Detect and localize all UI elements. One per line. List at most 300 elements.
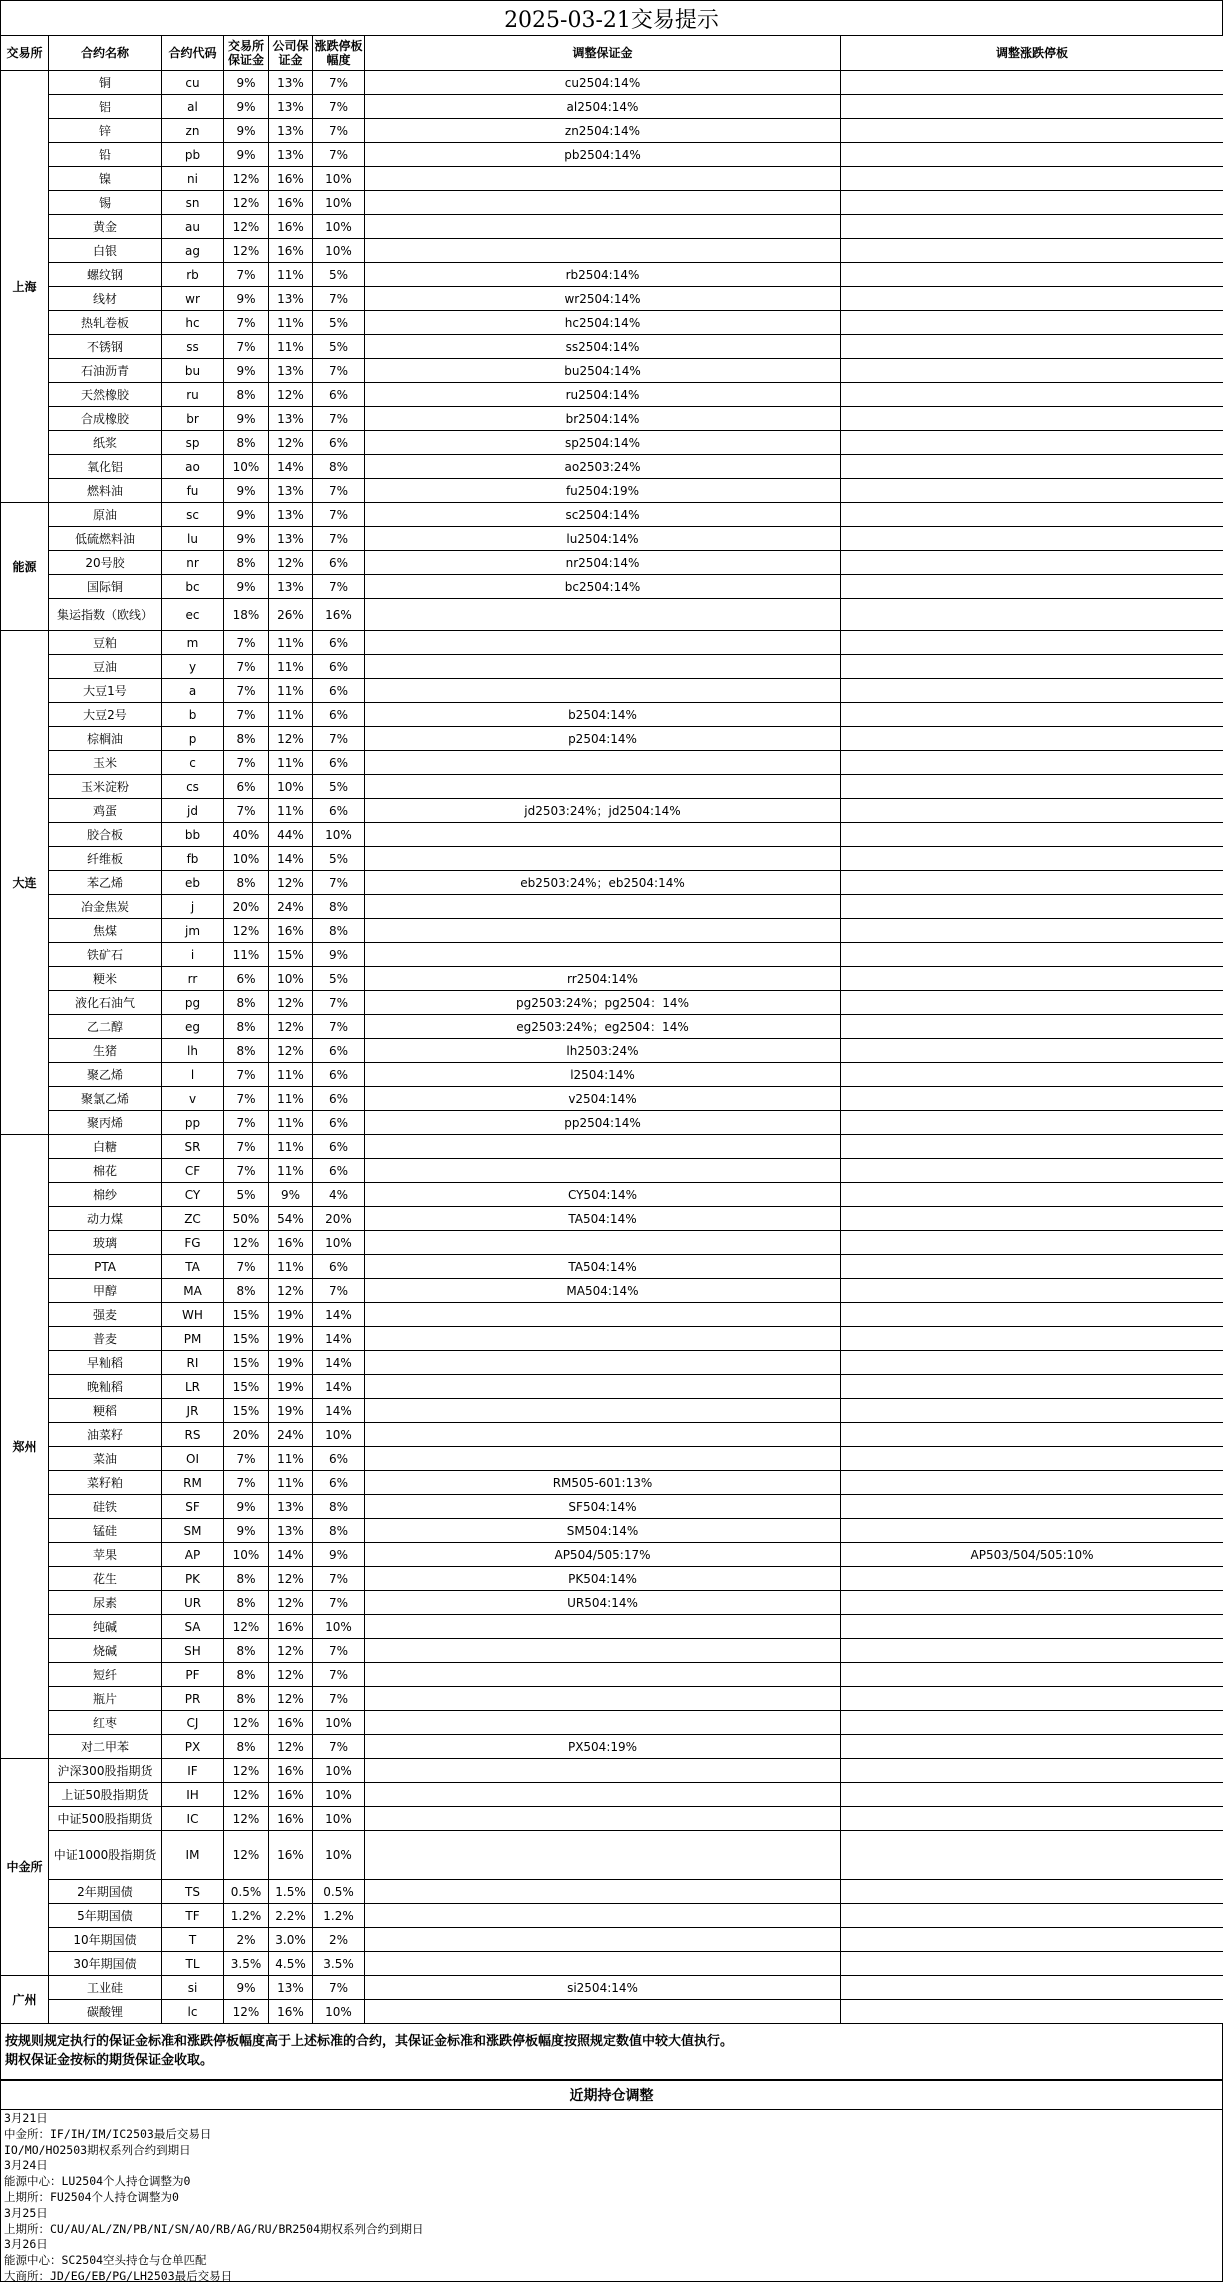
price-limit-cell: 20% (313, 1207, 365, 1231)
exchange-margin-cell: 7% (224, 1063, 269, 1087)
contract-name-cell: 中证500股指期货 (49, 1807, 162, 1831)
price-limit-cell: 10% (313, 1423, 365, 1447)
exchange-margin-cell: 5% (224, 1183, 269, 1207)
adjusted-limit-cell (841, 1135, 1223, 1159)
adjusted-limit-cell (841, 1279, 1223, 1303)
price-limit-cell: 6% (313, 1063, 365, 1087)
contract-name-cell: 粳米 (49, 967, 162, 991)
exchange-margin-cell: 9% (224, 575, 269, 599)
company-margin-cell: 24% (269, 1423, 313, 1447)
exchange-margin-cell: 9% (224, 71, 269, 95)
price-limit-cell: 7% (313, 527, 365, 551)
position-adjust-line: 能源中心：LU2504个人持仓调整为0 (4, 2174, 1219, 2190)
contract-code-cell: a (162, 679, 224, 703)
company-margin-cell: 12% (269, 1279, 313, 1303)
contract-name-cell: 鸡蛋 (49, 799, 162, 823)
contract-name-cell: 玻璃 (49, 1231, 162, 1255)
table-row (1, 703, 1223, 727)
table-row (1, 1928, 1223, 1952)
adjusted-limit-cell (841, 1039, 1223, 1063)
company-margin-cell: 13% (269, 1519, 313, 1543)
adjusted-margin-cell: eg2503:24%；eg2504：14% (365, 1015, 841, 1039)
table-row (1, 311, 1223, 335)
contract-name-cell: 20号胶 (49, 551, 162, 575)
table-row (1, 1375, 1223, 1399)
adjusted-margin-cell (365, 1159, 841, 1183)
exchange-margin-cell: 15% (224, 1399, 269, 1423)
price-limit-cell: 2% (313, 1928, 365, 1952)
adjusted-margin-cell: sc2504:14% (365, 503, 841, 527)
contract-code-cell: rr (162, 967, 224, 991)
contract-code-cell: PF (162, 1663, 224, 1687)
table-row (1, 263, 1223, 287)
table-row (1, 1471, 1223, 1495)
table-row (1, 287, 1223, 311)
exchange-cell: 上海 (1, 71, 49, 503)
exchange-margin-cell: 9% (224, 1519, 269, 1543)
contract-name-cell: 锰硅 (49, 1519, 162, 1543)
table-row (1, 1904, 1223, 1928)
table-row (1, 1783, 1223, 1807)
adjusted-margin-cell (365, 1399, 841, 1423)
table-row (1, 943, 1223, 967)
adjusted-limit-cell (841, 847, 1223, 871)
contract-code-cell: hc (162, 311, 224, 335)
exchange-margin-cell: 7% (224, 751, 269, 775)
contract-code-cell: lu (162, 527, 224, 551)
contract-name-cell: 菜油 (49, 1447, 162, 1471)
adjusted-margin-cell (365, 239, 841, 263)
exchange-margin-cell: 8% (224, 383, 269, 407)
company-margin-cell: 11% (269, 335, 313, 359)
price-limit-cell: 5% (313, 967, 365, 991)
contract-name-cell: 低硫燃料油 (49, 527, 162, 551)
contract-name-cell: 原油 (49, 503, 162, 527)
price-limit-cell: 5% (313, 775, 365, 799)
table-row (1, 919, 1223, 943)
contract-name-cell: 苯乙烯 (49, 871, 162, 895)
contract-name-cell: 瓶片 (49, 1687, 162, 1711)
company-margin-cell: 12% (269, 551, 313, 575)
contract-name-cell: 不锈钢 (49, 335, 162, 359)
table-row (1, 1639, 1223, 1663)
price-limit-cell: 10% (313, 1711, 365, 1735)
table-row (1, 1207, 1223, 1231)
price-limit-cell: 6% (313, 1255, 365, 1279)
adjusted-margin-cell (365, 191, 841, 215)
contract-code-cell: ao (162, 455, 224, 479)
company-margin-cell: 11% (269, 263, 313, 287)
adjusted-limit-cell (841, 479, 1223, 503)
company-margin-cell: 12% (269, 1687, 313, 1711)
table-row (1, 991, 1223, 1015)
contract-code-cell: l (162, 1063, 224, 1087)
company-margin-cell: 11% (269, 631, 313, 655)
adjusted-limit-cell (841, 263, 1223, 287)
contract-name-cell: 大豆1号 (49, 679, 162, 703)
contract-code-cell: TA (162, 1255, 224, 1279)
adjusted-limit-cell (841, 1928, 1223, 1952)
contract-code-cell: ru (162, 383, 224, 407)
adjusted-limit-cell (841, 1976, 1223, 2000)
contract-name-cell: 30年期国债 (49, 1952, 162, 1976)
contract-name-cell: 聚丙烯 (49, 1111, 162, 1135)
exchange-margin-cell: 8% (224, 551, 269, 575)
contract-code-cell: m (162, 631, 224, 655)
adjusted-limit-cell (841, 1351, 1223, 1375)
table-row (1, 167, 1223, 191)
exchange-margin-cell: 12% (224, 167, 269, 191)
company-margin-cell: 16% (269, 191, 313, 215)
contract-code-cell: nr (162, 551, 224, 575)
adjusted-margin-cell: eb2503:24%；eb2504:14% (365, 871, 841, 895)
contract-name-cell: 液化石油气 (49, 991, 162, 1015)
adjusted-limit-cell: AP503/504/505:10% (841, 1543, 1223, 1567)
rule-note (0, 2024, 1223, 2080)
price-limit-cell: 7% (313, 1279, 365, 1303)
contract-code-cell: SH (162, 1639, 224, 1663)
position-adjust-line: 3月24日 (4, 2158, 1219, 2174)
header-name: 合约名称 (49, 36, 162, 71)
contract-name-cell: 5年期国债 (49, 1904, 162, 1928)
table-row (1, 1135, 1223, 1159)
contract-name-cell: 尿素 (49, 1591, 162, 1615)
company-margin-cell: 11% (269, 703, 313, 727)
price-limit-cell: 10% (313, 1783, 365, 1807)
contract-name-cell: 胶合板 (49, 823, 162, 847)
price-limit-cell: 14% (313, 1375, 365, 1399)
contract-name-cell: 锌 (49, 119, 162, 143)
price-limit-cell: 6% (313, 751, 365, 775)
contract-name-cell: 红枣 (49, 1711, 162, 1735)
contract-code-cell: pg (162, 991, 224, 1015)
table-row (1, 143, 1223, 167)
contract-name-cell: 热轧卷板 (49, 311, 162, 335)
price-limit-cell: 7% (313, 1567, 365, 1591)
contract-code-cell: UR (162, 1591, 224, 1615)
adjusted-margin-cell (365, 1375, 841, 1399)
price-limit-cell: 10% (313, 1231, 365, 1255)
company-margin-cell: 16% (269, 1783, 313, 1807)
adjusted-limit-cell (841, 1567, 1223, 1591)
contract-code-cell: PX (162, 1735, 224, 1759)
adjusted-limit-cell (841, 1231, 1223, 1255)
adjusted-limit-cell (841, 1207, 1223, 1231)
contract-code-cell: al (162, 95, 224, 119)
position-adjust-line: 上期所：FU2504个人持仓调整为0 (4, 2190, 1219, 2206)
contract-name-cell: 玉米淀粉 (49, 775, 162, 799)
contract-name-cell: 国际铜 (49, 575, 162, 599)
contract-code-cell: bu (162, 359, 224, 383)
contract-code-cell: IM (162, 1831, 224, 1880)
price-limit-cell: 10% (313, 215, 365, 239)
adjusted-limit-cell (841, 1591, 1223, 1615)
table-row (1, 1880, 1223, 1904)
adjusted-limit-cell (841, 943, 1223, 967)
price-limit-cell: 5% (313, 847, 365, 871)
adjusted-limit-cell (841, 871, 1223, 895)
table-row (1, 655, 1223, 679)
adjusted-limit-cell (841, 1087, 1223, 1111)
position-adjust-line: 3月25日 (4, 2206, 1219, 2222)
adjusted-margin-cell: nr2504:14% (365, 551, 841, 575)
price-limit-cell: 6% (313, 1447, 365, 1471)
table-row (1, 799, 1223, 823)
exchange-margin-cell: 3.5% (224, 1952, 269, 1976)
adjusted-limit-cell (841, 239, 1223, 263)
adjusted-margin-cell: wr2504:14% (365, 287, 841, 311)
table-row (1, 95, 1223, 119)
exchange-margin-cell: 7% (224, 1471, 269, 1495)
adjusted-margin-cell (365, 1615, 841, 1639)
exchange-margin-cell: 6% (224, 967, 269, 991)
adjusted-margin-cell (365, 1904, 841, 1928)
adjusted-margin-cell (365, 1327, 841, 1351)
adjusted-margin-cell: ru2504:14% (365, 383, 841, 407)
contract-code-cell: lh (162, 1039, 224, 1063)
adjusted-limit-cell (841, 287, 1223, 311)
price-limit-cell: 6% (313, 631, 365, 655)
price-limit-cell: 6% (313, 431, 365, 455)
contract-name-cell: 上证50股指期货 (49, 1783, 162, 1807)
price-limit-cell: 9% (313, 1543, 365, 1567)
adjusted-margin-cell: SF504:14% (365, 1495, 841, 1519)
company-margin-cell: 13% (269, 527, 313, 551)
adjusted-limit-cell (841, 775, 1223, 799)
contract-code-cell: i (162, 943, 224, 967)
header-exchange: 交易所 (1, 36, 49, 71)
price-limit-cell: 7% (313, 727, 365, 751)
adjusted-margin-cell: PX504:19% (365, 1735, 841, 1759)
adjusted-limit-cell (841, 1663, 1223, 1687)
position-adjust-title: 近期持仓调整 (0, 2080, 1223, 2110)
price-limit-cell: 7% (313, 71, 365, 95)
contract-code-cell: cs (162, 775, 224, 799)
adjusted-limit-cell (841, 727, 1223, 751)
adjusted-margin-cell (365, 919, 841, 943)
contract-name-cell: 2年期国债 (49, 1880, 162, 1904)
table-row (1, 1976, 1223, 2000)
company-margin-cell: 13% (269, 1495, 313, 1519)
contract-name-cell: 聚乙烯 (49, 1063, 162, 1087)
company-margin-cell: 12% (269, 431, 313, 455)
contract-code-cell: CY (162, 1183, 224, 1207)
contract-code-cell: PK (162, 1567, 224, 1591)
company-margin-cell: 16% (269, 1711, 313, 1735)
table-row (1, 679, 1223, 703)
header-code: 合约代码 (162, 36, 224, 71)
adjusted-margin-cell: cu2504:14% (365, 71, 841, 95)
adjusted-limit-cell (841, 1399, 1223, 1423)
adjusted-limit-cell (841, 1639, 1223, 1663)
price-limit-cell: 8% (313, 455, 365, 479)
company-margin-cell: 12% (269, 1015, 313, 1039)
table-row (1, 967, 1223, 991)
contract-code-cell: JR (162, 1399, 224, 1423)
contract-name-cell: 铜 (49, 71, 162, 95)
price-limit-cell: 14% (313, 1303, 365, 1327)
company-margin-cell: 13% (269, 95, 313, 119)
table-row (1, 1351, 1223, 1375)
exchange-margin-cell: 9% (224, 143, 269, 167)
company-margin-cell: 26% (269, 599, 313, 631)
table-row (1, 1519, 1223, 1543)
table-row (1, 871, 1223, 895)
exchange-margin-cell: 7% (224, 263, 269, 287)
price-limit-cell: 6% (313, 1039, 365, 1063)
position-adjust-line: 3月21日 (4, 2111, 1219, 2127)
contract-code-cell: rb (162, 263, 224, 287)
contract-name-cell: PTA (49, 1255, 162, 1279)
exchange-margin-cell: 8% (224, 1735, 269, 1759)
contract-name-cell: 早籼稻 (49, 1351, 162, 1375)
adjusted-limit-cell (841, 1880, 1223, 1904)
table-row (1, 1423, 1223, 1447)
contract-code-cell: ZC (162, 1207, 224, 1231)
exchange-margin-cell: 10% (224, 847, 269, 871)
header-ex-margin: 交易所保证金 (224, 36, 269, 71)
contract-code-cell: pb (162, 143, 224, 167)
contract-code-cell: j (162, 895, 224, 919)
contract-name-cell: 生猪 (49, 1039, 162, 1063)
margin-table (0, 35, 1223, 2024)
contract-code-cell: bc (162, 575, 224, 599)
company-margin-cell: 24% (269, 895, 313, 919)
exchange-margin-cell: 1.2% (224, 1904, 269, 1928)
company-margin-cell: 11% (269, 799, 313, 823)
adjusted-margin-cell (365, 1759, 841, 1783)
header-adj-limit: 调整涨跌停板 (841, 36, 1223, 71)
price-limit-cell: 7% (313, 1976, 365, 2000)
company-margin-cell: 12% (269, 383, 313, 407)
exchange-margin-cell: 0.5% (224, 1880, 269, 1904)
table-row (1, 1591, 1223, 1615)
adjusted-limit-cell (841, 751, 1223, 775)
table-row (1, 823, 1223, 847)
adjusted-limit-cell (841, 703, 1223, 727)
contract-name-cell: 菜籽粕 (49, 1471, 162, 1495)
company-margin-cell: 16% (269, 215, 313, 239)
adjusted-margin-cell: PK504:14% (365, 1567, 841, 1591)
contract-name-cell: 10年期国债 (49, 1928, 162, 1952)
table-row (1, 847, 1223, 871)
contract-code-cell: b (162, 703, 224, 727)
position-adjust-line: 中金所：IF/IH/IM/IC2503最后交易日 (4, 2127, 1219, 2143)
contract-code-cell: bb (162, 823, 224, 847)
contract-name-cell: 棕榈油 (49, 727, 162, 751)
adjusted-margin-cell (365, 599, 841, 631)
company-margin-cell: 11% (269, 679, 313, 703)
contract-name-cell: 冶金焦炭 (49, 895, 162, 919)
position-adjust-line: 大商所：JD/EG/EB/PG/LH2503最后交易日 (4, 2269, 1219, 2282)
exchange-margin-cell: 15% (224, 1375, 269, 1399)
company-margin-cell: 14% (269, 847, 313, 871)
company-margin-cell: 12% (269, 1567, 313, 1591)
exchange-margin-cell: 12% (224, 1807, 269, 1831)
table-row (1, 575, 1223, 599)
adjusted-margin-cell (365, 631, 841, 655)
company-margin-cell: 16% (269, 167, 313, 191)
exchange-margin-cell: 7% (224, 799, 269, 823)
exchange-margin-cell: 7% (224, 631, 269, 655)
contract-code-cell: SM (162, 1519, 224, 1543)
company-margin-cell: 14% (269, 1543, 313, 1567)
exchange-margin-cell: 8% (224, 1663, 269, 1687)
price-limit-cell: 10% (313, 1831, 365, 1880)
table-row (1, 631, 1223, 655)
exchange-margin-cell: 2% (224, 1928, 269, 1952)
adjusted-limit-cell (841, 359, 1223, 383)
adjusted-limit-cell (841, 1063, 1223, 1087)
adjusted-limit-cell (841, 1447, 1223, 1471)
exchange-cell: 广州 (1, 1976, 49, 2024)
table-row (1, 119, 1223, 143)
table-row (1, 1015, 1223, 1039)
exchange-margin-cell: 9% (224, 407, 269, 431)
table-row (1, 1183, 1223, 1207)
price-limit-cell: 8% (313, 919, 365, 943)
position-adjust-line: IO/MO/HO2503期权系列合约到期日 (4, 2143, 1219, 2159)
price-limit-cell: 10% (313, 1759, 365, 1783)
adjusted-limit-cell (841, 895, 1223, 919)
exchange-margin-cell: 9% (224, 503, 269, 527)
adjusted-margin-cell: v2504:14% (365, 1087, 841, 1111)
contract-code-cell: AP (162, 1543, 224, 1567)
adjusted-margin-cell: CY504:14% (365, 1183, 841, 1207)
company-margin-cell: 13% (269, 143, 313, 167)
adjusted-margin-cell: hc2504:14% (365, 311, 841, 335)
table-row (1, 431, 1223, 455)
company-margin-cell: 12% (269, 991, 313, 1015)
company-margin-cell: 16% (269, 239, 313, 263)
contract-code-cell: SA (162, 1615, 224, 1639)
adjusted-margin-cell (365, 655, 841, 679)
contract-name-cell: 锡 (49, 191, 162, 215)
contract-code-cell: br (162, 407, 224, 431)
adjusted-limit-cell (841, 503, 1223, 527)
exchange-margin-cell: 12% (224, 239, 269, 263)
adjusted-margin-cell: lu2504:14% (365, 527, 841, 551)
exchange-margin-cell: 10% (224, 1543, 269, 1567)
exchange-margin-cell: 7% (224, 1135, 269, 1159)
price-limit-cell: 5% (313, 263, 365, 287)
contract-code-cell: TF (162, 1904, 224, 1928)
adjusted-margin-cell (365, 167, 841, 191)
company-margin-cell: 19% (269, 1375, 313, 1399)
company-margin-cell: 19% (269, 1327, 313, 1351)
adjusted-limit-cell (841, 1327, 1223, 1351)
adjusted-limit-cell (841, 215, 1223, 239)
adjusted-margin-cell: fu2504:19% (365, 479, 841, 503)
price-limit-cell: 7% (313, 1687, 365, 1711)
exchange-margin-cell: 9% (224, 359, 269, 383)
contract-code-cell: IF (162, 1759, 224, 1783)
contract-name-cell: 线材 (49, 287, 162, 311)
exchange-margin-cell: 9% (224, 95, 269, 119)
contract-code-cell: zn (162, 119, 224, 143)
contract-code-cell: ec (162, 599, 224, 631)
company-margin-cell: 13% (269, 287, 313, 311)
price-limit-cell: 6% (313, 1111, 365, 1135)
adjusted-limit-cell (841, 599, 1223, 631)
adjusted-limit-cell (841, 991, 1223, 1015)
contract-name-cell: 铅 (49, 143, 162, 167)
exchange-margin-cell: 15% (224, 1351, 269, 1375)
company-margin-cell: 12% (269, 1591, 313, 1615)
contract-code-cell: au (162, 215, 224, 239)
adjusted-limit-cell (841, 71, 1223, 95)
adjusted-margin-cell: AP504/505:17% (365, 1543, 841, 1567)
